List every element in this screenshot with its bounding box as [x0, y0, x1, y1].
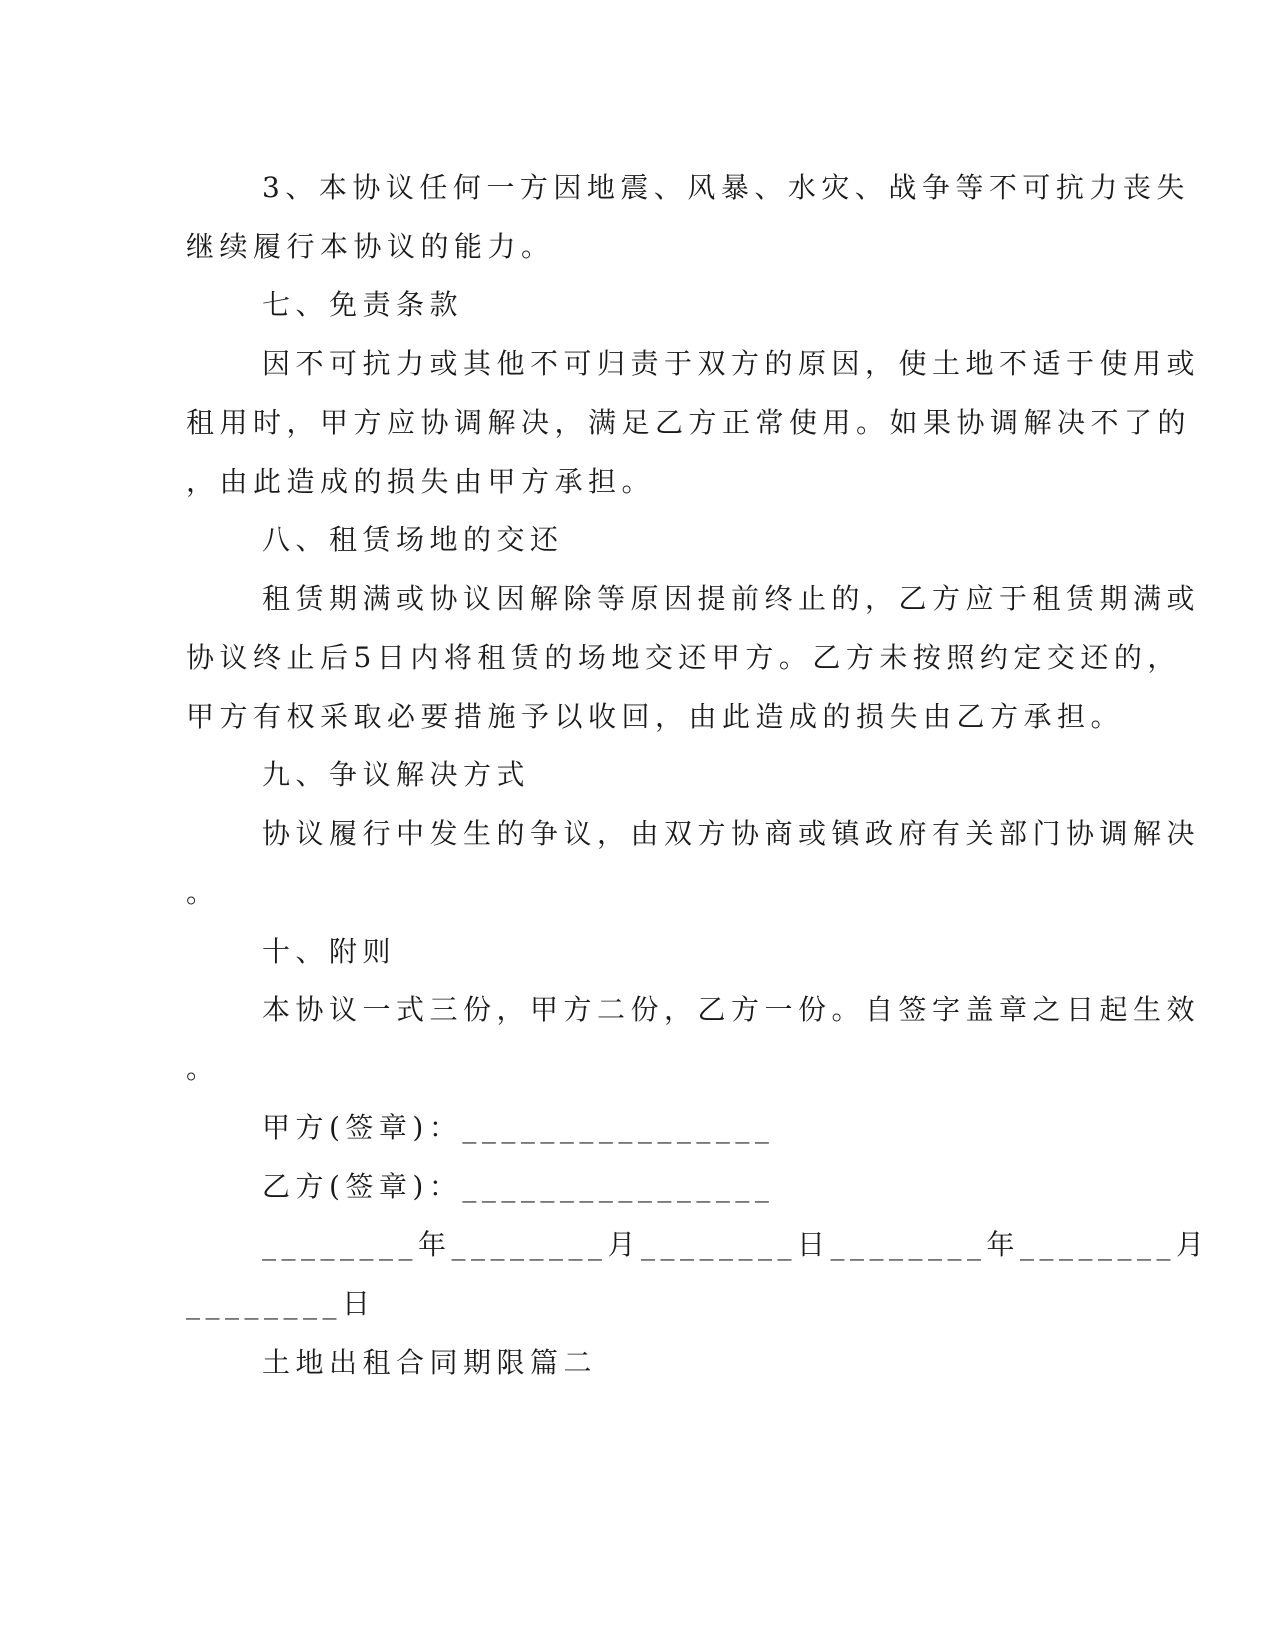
section-heading: 九、争议解决方式	[262, 758, 531, 791]
paragraph-line: 。	[186, 876, 220, 909]
paragraph-line: 协议终止后5日内将租赁的场地交还甲方。乙方未按照约定交还的，	[186, 641, 1181, 674]
paragraph-line: 因不可抗力或其他不可归责于双方的原因，使土地不适于使用或	[262, 347, 1201, 380]
paragraph-line: 3、本协议任何一方因地震、风暴、水灾、战争等不可抗力丧失	[262, 171, 1190, 204]
section-heading: 八、租赁场地的交还	[262, 523, 564, 556]
paragraph-line: 租用时，甲方应协调解决，满足乙方正常使用。如果协调解决不了的	[186, 406, 1192, 439]
paragraph-line: 。	[186, 1052, 220, 1085]
section-heading: 十、附则	[262, 935, 397, 968]
paragraph-line: 甲方有权采取必要措施予以收回，由此造成的损失由乙方承担。	[186, 700, 1125, 733]
date-line: ________日	[186, 1287, 376, 1320]
next-section-title: 土地出租合同期限篇二	[262, 1346, 598, 1379]
signature-party-b: 乙方(签章)：________________	[262, 1170, 775, 1203]
paragraph-line: 协议履行中发生的争议，由双方协商或镇政府有关部门协调解决	[262, 817, 1201, 850]
paragraph-line: ，由此造成的损失由甲方承担。	[186, 465, 656, 498]
signature-party-a: 甲方(签章)：________________	[262, 1111, 775, 1144]
paragraph-line: 继续履行本协议的能力。	[186, 230, 555, 263]
section-heading: 七、免责条款	[262, 288, 464, 321]
date-line: ________年________月________日________年________月	[262, 1228, 1210, 1261]
paragraph-line: 租赁期满或协议因解除等原因提前终止的，乙方应于租赁期满或	[262, 582, 1201, 615]
paragraph-line: 本协议一式三份，甲方二份，乙方一份。自签字盖章之日起生效	[262, 993, 1201, 1026]
